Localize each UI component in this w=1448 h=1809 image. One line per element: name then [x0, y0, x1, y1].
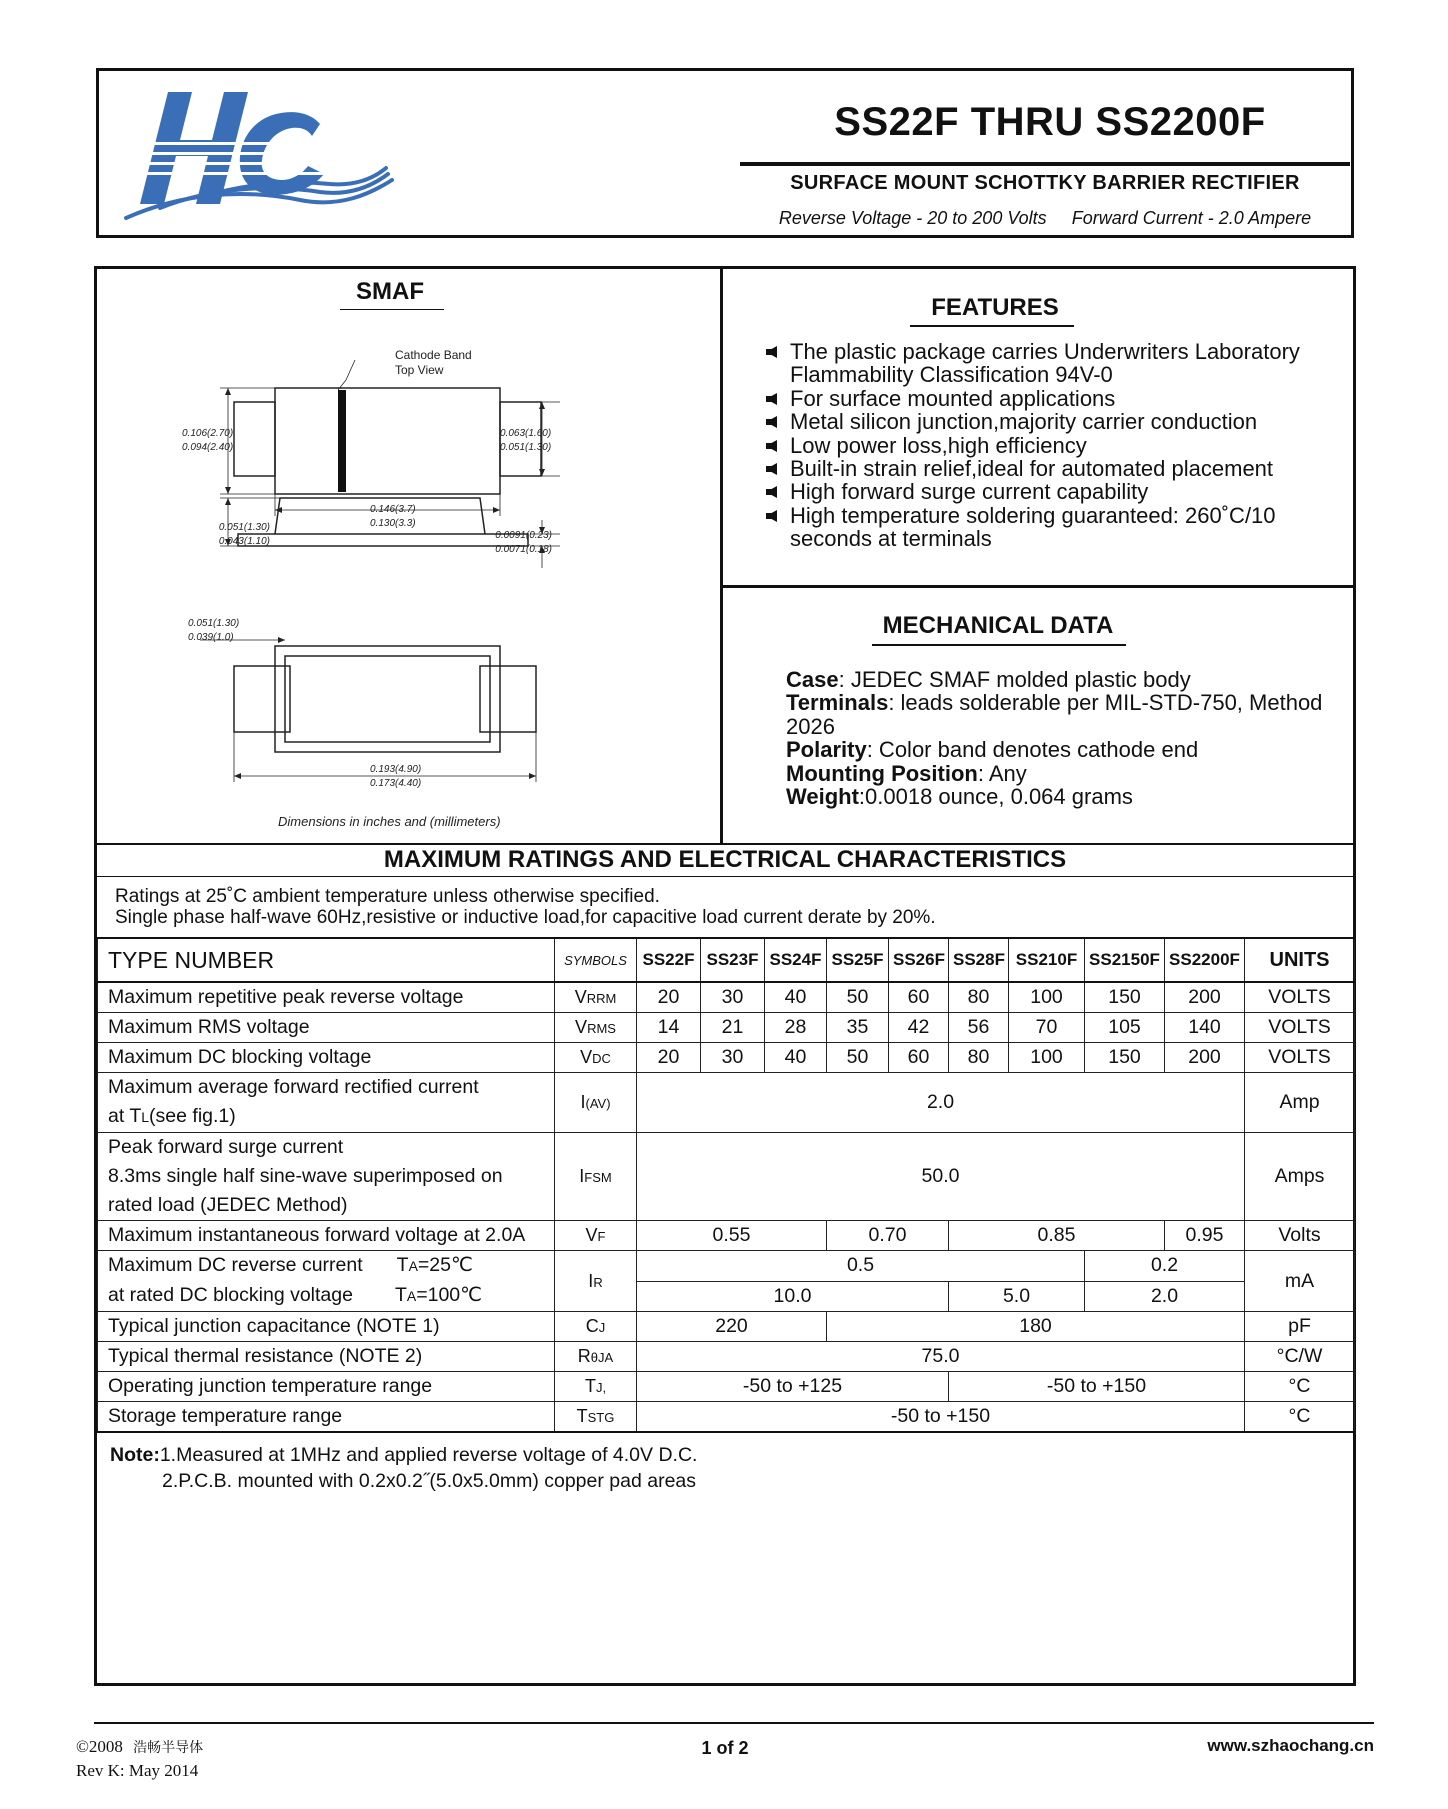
row-symbol: CJ [555, 1312, 637, 1342]
forward-current-spec: Forward Current - 2.0 Ampere [1071, 208, 1312, 228]
cell-value: -50 to +125 [637, 1372, 949, 1402]
footer-left [76, 1736, 203, 1782]
row-desc: Maximum repetitive peak reverse voltage [98, 982, 555, 1013]
arrow-bullet-icon [766, 440, 777, 452]
website-link[interactable]: www.szhaochang.cn [1207, 1736, 1374, 1755]
mechanical-title: MECHANICAL DATA [882, 612, 1114, 639]
cell-value: -50 to +150 [949, 1372, 1245, 1402]
part-header: SS23F [701, 938, 765, 982]
note-2: 2.P.C.B. mounted with 0.2x0.2˝(5.0x5.0mm) copper pad areas [162, 1470, 697, 1492]
dim-2b: 0.051(1.30) [500, 442, 552, 453]
table-row [98, 1312, 1355, 1342]
feature-item: High temperature soldering guaranteed: 260˚C/10 seconds at terminals [760, 504, 1350, 551]
dim-3b: 0.130(3.3) [370, 518, 416, 529]
arrow-bullet-icon [766, 510, 777, 522]
feature-item: Built-in strain relief,ideal for automated placement [760, 457, 1350, 480]
spec-line [740, 208, 1350, 229]
note-label: Note: [110, 1444, 160, 1466]
cell-value: 105 [1085, 1013, 1165, 1043]
arrow-bullet-icon [766, 346, 777, 358]
revision: Rev K: May 2014 [76, 1761, 199, 1780]
cathode-band-mark [338, 390, 346, 492]
feature-item: Low power loss,high efficiency [760, 434, 1350, 457]
table-row [98, 1342, 1355, 1372]
ratings-note-2: Single phase half-wave 60Hz,resistive or inductive load,for capacitive load current derate by 20%. [115, 907, 936, 928]
dim-6a: 0.051(1.30) [188, 618, 240, 629]
symbols-header: SYMBOLS [555, 938, 637, 982]
arrow-bullet-icon [766, 416, 777, 428]
cell-value: 21 [701, 1013, 765, 1043]
cell-value: 0.95 [1165, 1221, 1245, 1251]
ratings-note-1: Ratings at 25˚C ambient temperature unless otherwise specified. [115, 886, 660, 907]
cell-value: 30 [701, 982, 765, 1013]
cell-value: 35 [827, 1013, 889, 1043]
part-header: SS22F [637, 938, 701, 982]
cell-value: 50 [827, 982, 889, 1013]
cell-value: 2.0 [637, 1073, 1245, 1133]
table-header-row [98, 938, 1355, 982]
cell-value: 0.5 [637, 1251, 1085, 1282]
dim-7b: 0.173(4.40) [370, 778, 422, 789]
row-symbol: IFSM [555, 1133, 637, 1221]
cell-value: 40 [765, 1043, 827, 1073]
row-desc: Maximum RMS voltage [98, 1013, 555, 1043]
cell-value: 50.0 [637, 1133, 1245, 1221]
ratings-title: MAXIMUM RATINGS AND ELECTRICAL CHARACTERISTICS [383, 846, 1067, 873]
table-row [98, 982, 1355, 1013]
cell-unit: VOLTS [1245, 1043, 1355, 1073]
section-divider [94, 843, 1356, 845]
cell-value: 0.85 [949, 1221, 1165, 1251]
dim-6b: 0.039(1.0) [188, 632, 234, 643]
ratings-conditions [115, 886, 936, 928]
cell-value: 0.2 [1085, 1251, 1245, 1282]
cell-value: 0.55 [637, 1221, 827, 1251]
cell-value: 5.0 [949, 1281, 1085, 1312]
right-divider [720, 585, 1356, 588]
cell-value: 50 [827, 1043, 889, 1073]
cell-unit: Volts [1245, 1221, 1355, 1251]
cell-value: 60 [889, 1043, 949, 1073]
package-title: SMAF [356, 278, 424, 305]
row-desc: Maximum average forward rectified current at TL(see fig.1) [98, 1073, 555, 1133]
row-desc: Maximum DC reverse current TA=25℃ at rated DC blocking voltage TA=100℃ [98, 1251, 555, 1312]
cell-value: 150 [1085, 1043, 1165, 1073]
copyright: ©2008 [76, 1737, 123, 1756]
row-desc: Peak forward surge current 8.3ms single half sine-wave superimposed on rated load (JEDEC Method) [98, 1133, 555, 1221]
cell-value: 20 [637, 982, 701, 1013]
mech-polarity: Polarity: Color band denotes cathode end [786, 737, 1199, 763]
cell-value: 10.0 [637, 1281, 949, 1312]
cell-value: 75.0 [637, 1342, 1245, 1372]
cell-unit: Amp [1245, 1073, 1355, 1133]
mech-weight: Weight:0.0018 ounce, 0.064 grams [786, 784, 1133, 810]
part-header: SS2150F [1085, 938, 1165, 982]
type-number-header: TYPE NUMBER [98, 938, 555, 982]
cell-value: 0.70 [827, 1221, 949, 1251]
row-symbol: I(AV) [555, 1073, 637, 1133]
cell-value: 80 [949, 1043, 1009, 1073]
mech-case: Case: JEDEC SMAF molded plastic body [786, 667, 1191, 692]
table-row [98, 1013, 1355, 1043]
units-header: UNITS [1245, 938, 1355, 982]
part-header: SS26F [889, 938, 949, 982]
row-symbol: VRMS [555, 1013, 637, 1043]
row-desc: Maximum DC blocking voltage [98, 1043, 555, 1073]
cell-value: 200 [1165, 982, 1245, 1013]
part-title: SS22F THRU SS2200F [834, 100, 1266, 144]
cell-value: 70 [1009, 1013, 1085, 1043]
arrow-bullet-icon [766, 463, 777, 475]
part-header: SS2200F [1165, 938, 1245, 982]
row-desc: Maximum instantaneous forward voltage at 2.0A [98, 1221, 555, 1251]
feature-item: For surface mounted applications [760, 387, 1350, 410]
table-row [98, 1372, 1355, 1402]
arrow-bullet-icon [766, 486, 777, 498]
feature-item: High forward surge current capability [760, 480, 1350, 503]
features-underline [910, 325, 1074, 327]
package-drawing [180, 340, 560, 840]
row-symbol: VDC [555, 1043, 637, 1073]
top-view-label: Top View [395, 363, 444, 377]
ratings-rule [96, 876, 1354, 877]
cell-unit: pF [1245, 1312, 1355, 1342]
features-title: FEATURES [931, 294, 1059, 321]
feature-item: Metal silicon junction,majority carrier conduction [760, 410, 1350, 433]
cell-value: -50 to +150 [637, 1402, 1245, 1433]
reverse-voltage-spec: Reverse Voltage - 20 to 200 Volts [778, 208, 1047, 228]
page-number: 1 of 2 [701, 1738, 749, 1758]
title-rule [740, 162, 1350, 166]
cell-unit: mA [1245, 1251, 1355, 1312]
cell-value: 60 [889, 982, 949, 1013]
row-symbol: RθJA [555, 1342, 637, 1372]
dim-3a: 0.146(3.7) [370, 504, 416, 515]
table-row [98, 1402, 1355, 1433]
row-symbol: VRRM [555, 982, 637, 1013]
dim-5b: 0.0071(0.18) [495, 544, 552, 555]
cell-unit: VOLTS [1245, 1013, 1355, 1043]
table-row [98, 1043, 1355, 1073]
cell-value: 150 [1085, 982, 1165, 1013]
table-row [98, 1251, 1355, 1282]
cell-unit: °C/W [1245, 1342, 1355, 1372]
cell-unit: VOLTS [1245, 982, 1355, 1013]
cell-value: 14 [637, 1013, 701, 1043]
row-symbol: TSTG [555, 1402, 637, 1433]
mechanical-list [786, 668, 1346, 808]
cell-value: 28 [765, 1013, 827, 1043]
cell-value: 56 [949, 1013, 1009, 1043]
part-header: SS28F [949, 938, 1009, 982]
cell-unit: Amps [1245, 1133, 1355, 1221]
dim-4a: 0.051(1.30) [218, 522, 270, 533]
row-symbol: VF [555, 1221, 637, 1251]
mech-terminals: Terminals: leads solderable per MIL-STD-750, Method 2026 [786, 690, 1323, 739]
row-desc: Operating junction temperature range [98, 1372, 555, 1402]
company-logo [120, 84, 400, 228]
table-row [98, 1073, 1355, 1133]
dim-7a: 0.193(4.90) [370, 764, 422, 775]
mech-mounting: Mounting Position: Any [786, 760, 1027, 786]
cell-value: 30 [701, 1043, 765, 1073]
cathode-band-label: Cathode Band [395, 348, 472, 362]
cell-value: 42 [889, 1013, 949, 1043]
ratings-table [97, 937, 1355, 1433]
dim-2a: 0.063(1.60) [500, 428, 552, 439]
cell-unit: °C [1245, 1372, 1355, 1402]
arrow-bullet-icon [766, 393, 777, 405]
cell-value: 100 [1009, 982, 1085, 1013]
footer-rule [94, 1722, 1374, 1724]
cell-value: 180 [827, 1312, 1245, 1342]
cell-value: 80 [949, 982, 1009, 1013]
cell-value: 40 [765, 982, 827, 1013]
company-name: 浩畅半导体 [133, 1741, 204, 1756]
cell-value: 2.0 [1085, 1281, 1245, 1312]
cell-value: 100 [1009, 1043, 1085, 1073]
table-row [98, 1221, 1355, 1251]
dim-1b: 0.094(2.40) [182, 442, 234, 453]
vertical-divider [720, 266, 723, 844]
cell-unit: °C [1245, 1402, 1355, 1433]
package-title-underline [340, 309, 444, 310]
notes [110, 1442, 697, 1494]
mechanical-underline [872, 644, 1126, 646]
row-desc: Storage temperature range [98, 1402, 555, 1433]
table-row [98, 1133, 1355, 1221]
features-list [760, 340, 1350, 551]
note-1: 1.Measured at 1MHz and applied reverse voltage of 4.0V D.C. [159, 1444, 698, 1466]
cell-value: 20 [637, 1043, 701, 1073]
row-symbol: IR [555, 1251, 637, 1312]
dimension-caption: Dimensions in inches and (millimeters) [278, 814, 501, 829]
cell-value: 140 [1165, 1013, 1245, 1043]
dim-4b: 0.043(1.10) [218, 536, 270, 547]
part-subtitle: SURFACE MOUNT SCHOTTKY BARRIER RECTIFIER [790, 172, 1300, 194]
ratings-table-wrap [97, 937, 1354, 1433]
part-header: SS210F [1009, 938, 1085, 982]
part-header: SS24F [765, 938, 827, 982]
feature-item: The plastic package carries Underwriters Laboratory Flammability Classification 94V-0 [760, 340, 1350, 387]
row-desc: Typical junction capacitance (NOTE 1) [98, 1312, 555, 1342]
part-header: SS25F [827, 938, 889, 982]
dim-1a: 0.106(2.70) [182, 428, 234, 439]
cell-value: 220 [637, 1312, 827, 1342]
cell-value: 200 [1165, 1043, 1245, 1073]
row-symbol: TJ, [555, 1372, 637, 1402]
row-desc: Typical thermal resistance (NOTE 2) [98, 1342, 555, 1372]
dim-5a: 0.0091(0.23) [495, 530, 552, 541]
